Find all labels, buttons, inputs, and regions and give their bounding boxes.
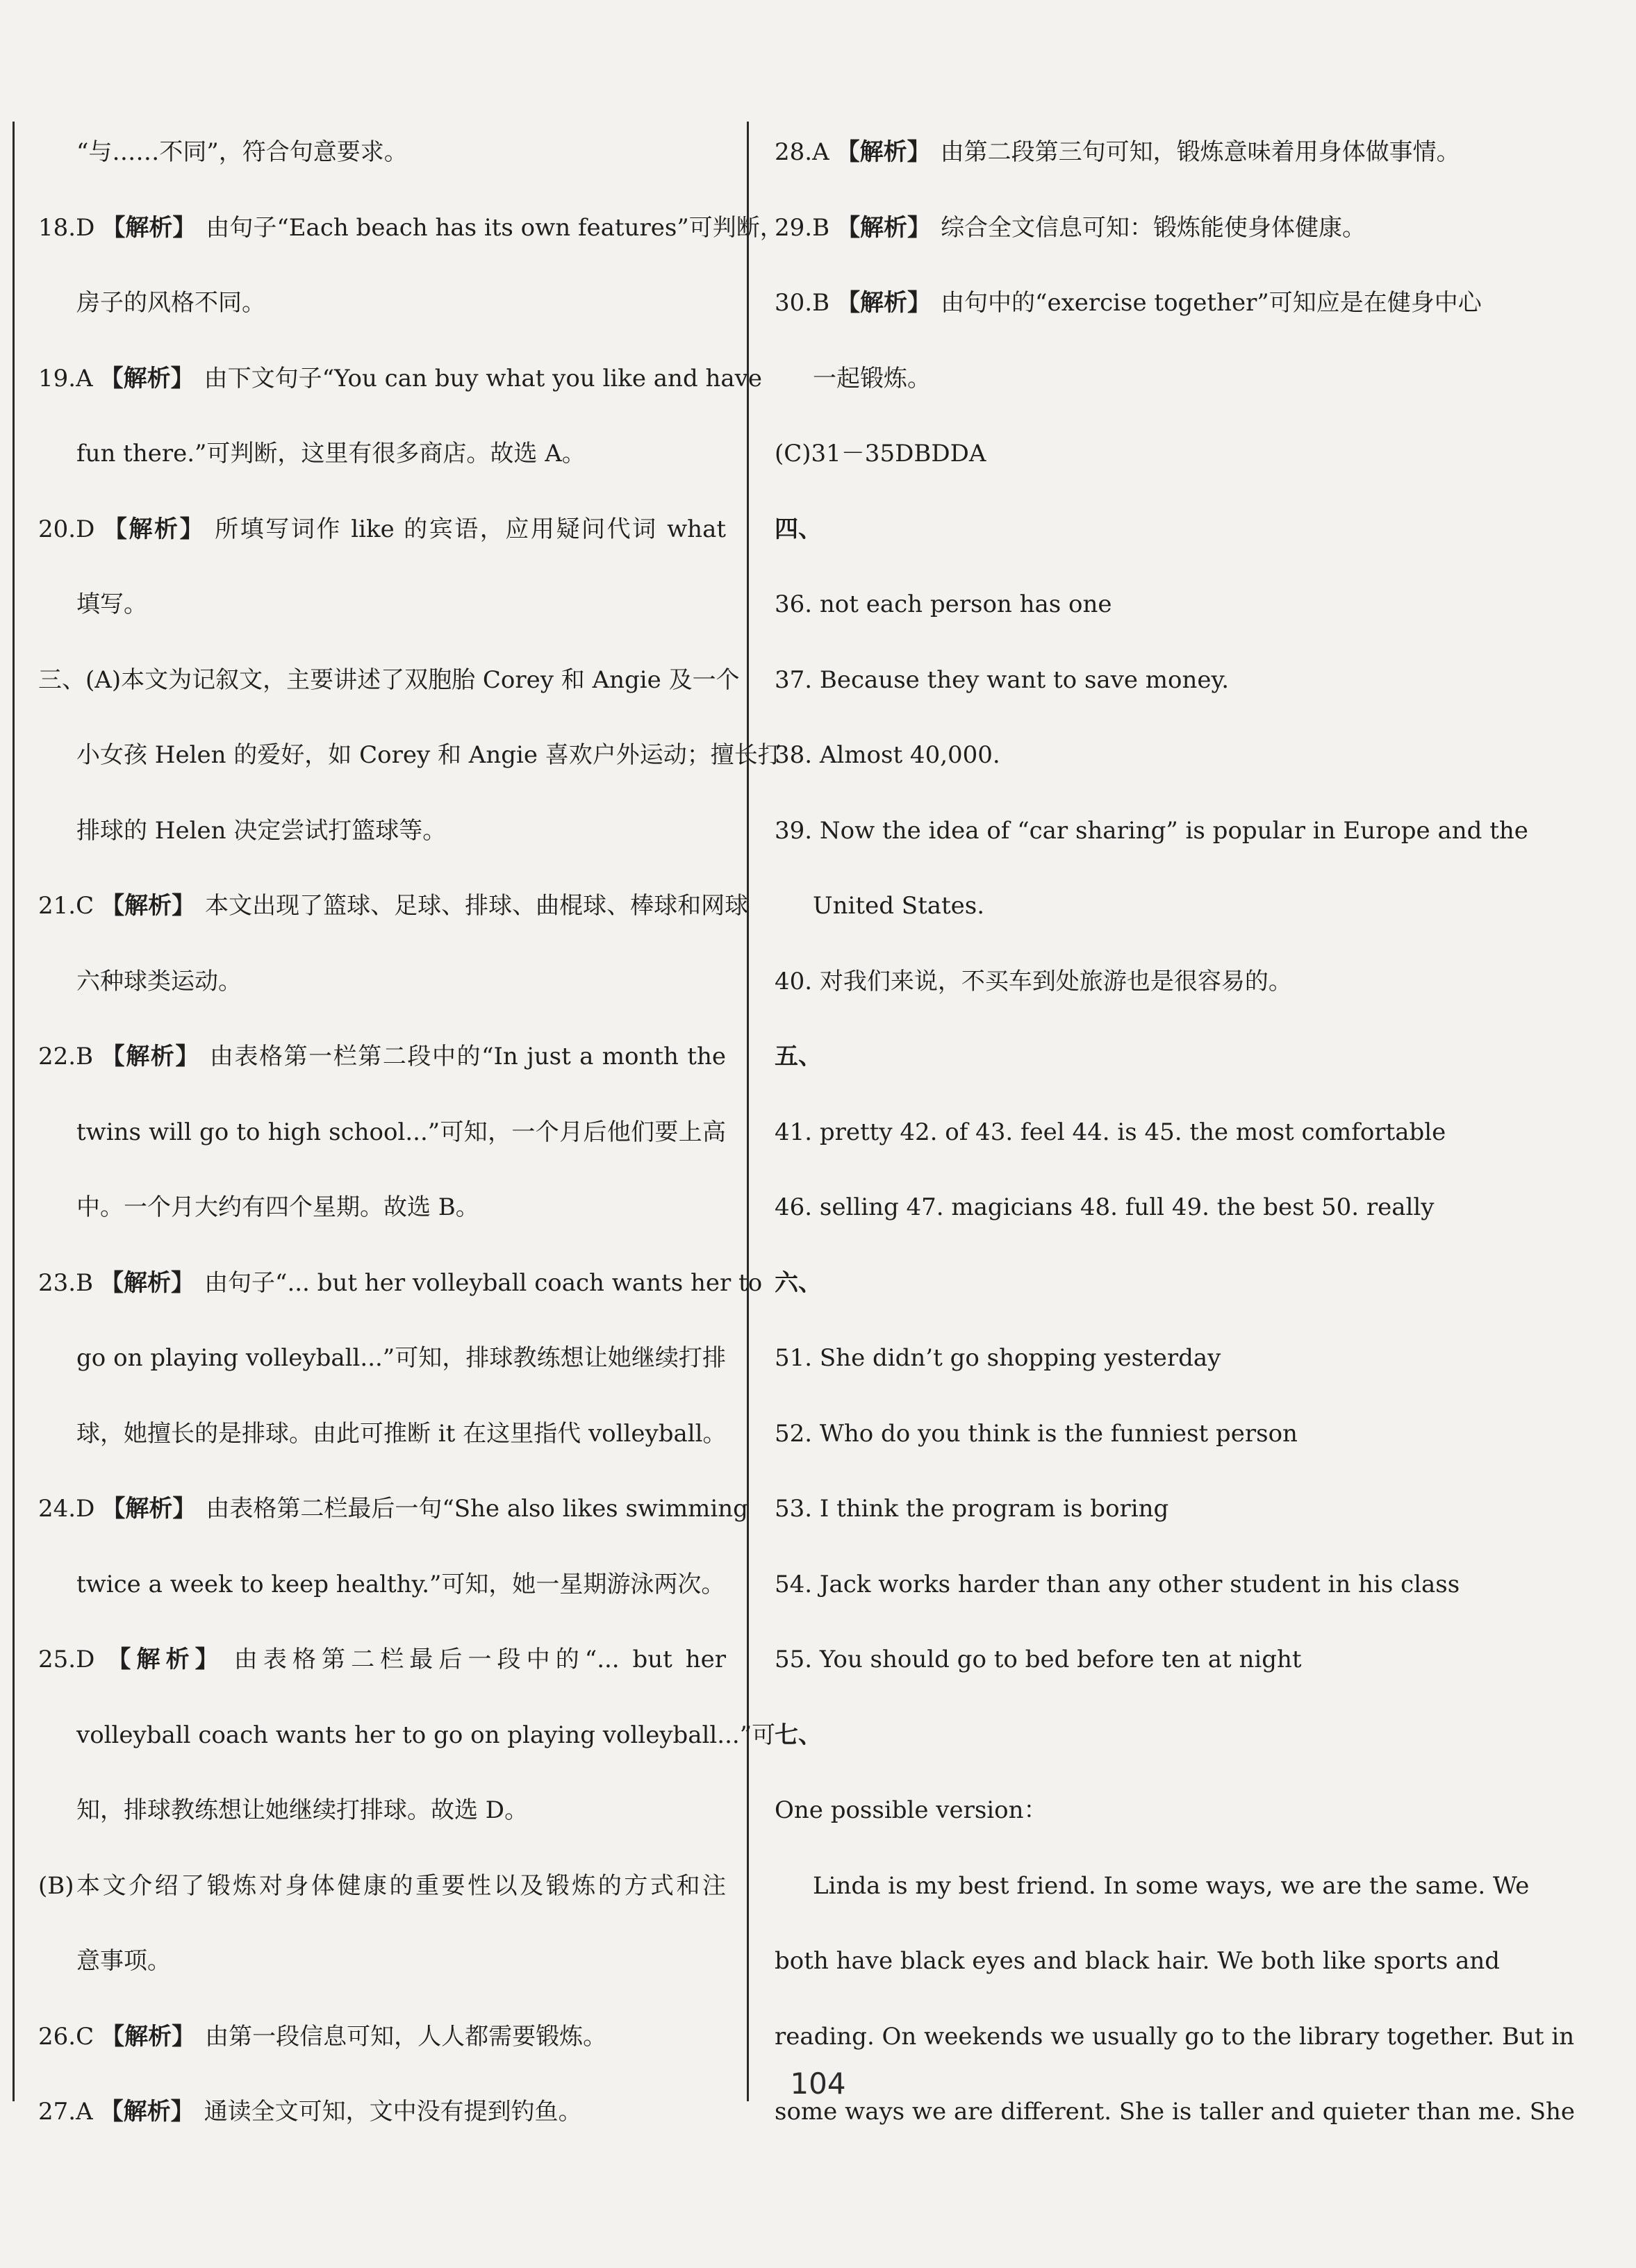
line-text: 41. pretty 42. of 43. feel 44. is 45. the most comfortable bbox=[775, 1118, 1446, 1146]
line-text: both have black eyes and black hair. We both like sports and bbox=[775, 1947, 1501, 1975]
line-text: 中。一个月大约有四个星期。故选 B。 bbox=[76, 1193, 479, 1221]
question-number: 29.B bbox=[775, 213, 830, 242]
text-line bbox=[38, 115, 726, 190]
text-line bbox=[38, 1170, 726, 1245]
line-text: volleyball coach wants her to go on playing volleyball...”可 bbox=[76, 1721, 776, 1749]
line-text: 由表格第二栏最后一段中的“... but her bbox=[233, 1646, 726, 1673]
question-number: 28.A bbox=[775, 138, 829, 166]
text-line bbox=[38, 567, 726, 643]
line-text: 七、 bbox=[775, 1721, 822, 1749]
question-number: 25.D bbox=[38, 1646, 95, 1673]
line-text: 54. Jack works harder than any other student in his class bbox=[775, 1570, 1460, 1598]
text-line bbox=[38, 1622, 726, 1698]
text-line bbox=[38, 1019, 726, 1095]
analysis-tag: 【解析】 bbox=[836, 213, 932, 242]
text-line bbox=[38, 1999, 726, 2075]
text-line bbox=[775, 1095, 1476, 1170]
analysis-tag: 【解析】 bbox=[101, 2022, 196, 2051]
right-column bbox=[775, 115, 1576, 2150]
analysis-tag: 【解析】 bbox=[836, 138, 931, 166]
question-number: 18.D bbox=[38, 213, 95, 242]
line-text: (B)本文介绍了锻炼对身体健康的重要性以及锻炼的方式和注 bbox=[38, 1871, 726, 1900]
line-text: 所填写词作 like 的宾语，应用疑问代词 what bbox=[215, 515, 727, 543]
question-number: 22.B bbox=[38, 1043, 94, 1070]
text-line bbox=[38, 1923, 726, 1999]
text-line bbox=[38, 1095, 726, 1170]
text-line bbox=[38, 492, 726, 568]
line-text: 由下文句子“You can buy what you like and have bbox=[204, 364, 763, 392]
text-line bbox=[38, 265, 726, 341]
line-text: fun there.”可判断，这里有很多商店。故选 A。 bbox=[76, 440, 586, 467]
line-text: 房子的风格不同。 bbox=[76, 289, 265, 317]
analysis-tag: 【解析】 bbox=[101, 1646, 224, 1673]
text-line bbox=[775, 567, 1476, 643]
analysis-tag: 【解析】 bbox=[101, 892, 196, 920]
text-line bbox=[775, 115, 1476, 190]
text-line bbox=[775, 718, 1476, 793]
question-number: 26.C bbox=[38, 2022, 94, 2051]
text-line bbox=[38, 416, 726, 492]
text-line bbox=[775, 1999, 1575, 2075]
text-line bbox=[38, 944, 726, 1020]
line-text: 通读全文可知，文中没有提到钓鱼。 bbox=[204, 2098, 582, 2126]
line-text: 51. She didn’t go shopping yesterday bbox=[775, 1344, 1221, 1372]
line-text: 意事项。 bbox=[76, 1947, 171, 1975]
line-text: 知，排球教练想让她继续打排球。故选 D。 bbox=[76, 1796, 529, 1824]
text-line bbox=[38, 643, 740, 718]
text-line bbox=[775, 1396, 1476, 1472]
question-number: 30.B bbox=[775, 289, 830, 317]
line-text: 综合全文信息可知：锻炼能使身体健康。 bbox=[941, 213, 1366, 242]
line-text: United States. bbox=[813, 892, 985, 920]
page-number: 104 bbox=[790, 2067, 846, 2101]
analysis-tag: 【解析】 bbox=[99, 364, 195, 392]
line-text: 由句中的“exercise together”可知应是在健身中心 bbox=[941, 289, 1482, 317]
analysis-tag: 【解析】 bbox=[100, 1043, 200, 1070]
line-text: 36. not each person has one bbox=[775, 590, 1112, 618]
line-text: 六、 bbox=[775, 1268, 822, 1297]
line-text: 本文出现了篮球、足球、排球、曲棍球、棒球和网球 bbox=[205, 892, 749, 920]
text-line bbox=[775, 1698, 1476, 1773]
line-text: 39. Now the idea of “car sharing” is popular in Europe and the bbox=[775, 816, 1528, 845]
text-line bbox=[775, 1321, 1476, 1396]
text-line bbox=[38, 1321, 726, 1396]
text-line bbox=[38, 793, 726, 869]
line-text: 52. Who do you think is the funniest person bbox=[775, 1419, 1298, 1448]
line-text: 40. 对我们来说，不买车到处旅游也是很容易的。 bbox=[775, 967, 1292, 995]
line-text: 由句子“Each beach has its own features”可判断， bbox=[206, 213, 784, 242]
line-text: Linda is my best friend. In some ways, we are the same. We bbox=[813, 1871, 1530, 1900]
column-divider bbox=[747, 122, 749, 2101]
line-text: One possible version： bbox=[775, 1796, 1048, 1824]
text-line bbox=[775, 1245, 1476, 1321]
left-margin-rule bbox=[13, 122, 15, 2101]
text-line bbox=[38, 1773, 726, 1848]
analysis-tag: 【解析】 bbox=[100, 1268, 195, 1297]
text-line bbox=[775, 944, 1476, 1020]
line-text: 46. selling 47. magicians 48. full 49. the best 50. really bbox=[775, 1193, 1435, 1221]
left-column bbox=[38, 115, 784, 2150]
line-text: 球，她擅长的是排球。由此可推断 it 在这里指代 volleyball。 bbox=[76, 1419, 727, 1448]
text-line bbox=[775, 190, 1476, 266]
line-text: some ways we are different. She is taller and quieter than me. She bbox=[775, 2098, 1576, 2126]
text-line bbox=[38, 341, 763, 417]
text-line bbox=[775, 341, 1476, 417]
analysis-tag: 【解析】 bbox=[99, 2098, 195, 2126]
text-line bbox=[775, 1622, 1476, 1698]
line-text: 一起锻炼。 bbox=[813, 364, 931, 392]
text-line bbox=[38, 1547, 726, 1623]
analysis-tag: 【解析】 bbox=[101, 1495, 197, 1523]
text-line bbox=[38, 1245, 763, 1321]
line-text: 53. I think the program is boring bbox=[775, 1495, 1169, 1523]
line-text: 由第二段第三句可知，锻炼意味着用身体做事情。 bbox=[940, 138, 1460, 166]
line-text: 由第一段信息可知，人人都需要锻炼。 bbox=[205, 2022, 607, 2051]
text-line bbox=[38, 718, 782, 793]
line-text: twins will go to high school...”可知，一个月后他们要上高 bbox=[76, 1118, 726, 1146]
text-line bbox=[775, 868, 1476, 944]
line-text: 排球的 Helen 决定尝试打篮球等。 bbox=[76, 816, 447, 845]
text-line bbox=[38, 1471, 748, 1547]
line-text: 三、(A)本文为记叙文，主要讲述了双胞胎 Corey 和 Angie 及一个 bbox=[38, 665, 740, 694]
line-text: 六种球类运动。 bbox=[76, 967, 242, 995]
text-line bbox=[775, 1773, 1476, 1848]
text-line bbox=[38, 868, 749, 944]
question-number: 24.D bbox=[38, 1495, 95, 1523]
text-line bbox=[775, 1471, 1476, 1547]
line-text: 由表格第一栏第二段中的“In just a month the bbox=[209, 1043, 726, 1070]
text-line bbox=[775, 1170, 1476, 1245]
text-line bbox=[775, 416, 1476, 492]
text-line bbox=[775, 1848, 1530, 1924]
analysis-tag: 【解析】 bbox=[101, 515, 206, 543]
text-line bbox=[38, 1698, 776, 1773]
line-text: 由句子“... but her volleyball coach wants her to bbox=[204, 1268, 763, 1297]
text-line bbox=[775, 793, 1528, 869]
text-line bbox=[38, 1848, 726, 1924]
line-text: twice a week to keep healthy.”可知，她一星期游泳两次。 bbox=[76, 1570, 725, 1598]
line-text: 由表格第二栏最后一句“She also likes swimming bbox=[206, 1495, 748, 1523]
line-text: 38. Almost 40,000. bbox=[775, 741, 1000, 769]
line-text: (C)31－35DBDDA bbox=[775, 440, 986, 467]
line-text: 五、 bbox=[775, 1043, 822, 1070]
question-number: 19.A bbox=[38, 364, 93, 392]
line-text: 四、 bbox=[775, 515, 822, 543]
text-line bbox=[775, 1547, 1476, 1623]
text-line bbox=[775, 1019, 1476, 1095]
text-line bbox=[775, 265, 1482, 341]
question-number: 27.A bbox=[38, 2098, 93, 2126]
question-number: 21.C bbox=[38, 892, 94, 920]
text-line bbox=[38, 190, 784, 266]
text-line bbox=[775, 1923, 1501, 1999]
question-number: 20.D bbox=[38, 515, 95, 543]
text-line bbox=[775, 643, 1476, 718]
analysis-tag: 【解析】 bbox=[101, 213, 197, 242]
line-text: go on playing volleyball...”可知，排球教练想让她继续打排 bbox=[76, 1344, 726, 1372]
analysis-tag: 【解析】 bbox=[836, 289, 932, 317]
line-text: 55. You should go to bed before ten at night bbox=[775, 1646, 1302, 1673]
line-text: 37. Because they want to save money. bbox=[775, 665, 1230, 694]
line-text: reading. On weekends we usually go to the library together. But in bbox=[775, 2022, 1575, 2051]
question-number: 23.B bbox=[38, 1268, 94, 1297]
text-line bbox=[38, 1396, 726, 1472]
line-text: 填写。 bbox=[76, 590, 147, 618]
line-text: “与……不同”，符合句意要求。 bbox=[76, 138, 408, 166]
text-line bbox=[775, 492, 1476, 568]
line-text: 小女孩 Helen 的爱好，如 Corey 和 Angie 喜欢户外运动；擅长打 bbox=[76, 741, 782, 769]
